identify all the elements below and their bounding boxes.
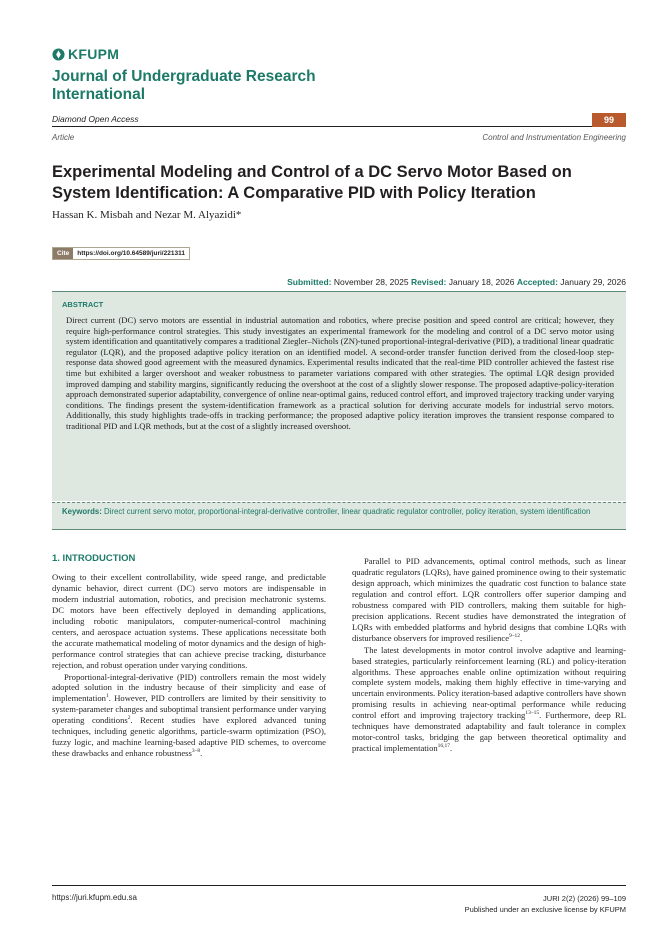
citation-ref[interactable]: 1	[105, 693, 109, 700]
page-number-badge: 99	[592, 113, 626, 127]
kfupm-logo-icon	[52, 48, 65, 61]
accepted-date: January 29, 2026	[560, 277, 626, 287]
revised-label: Revised:	[410, 277, 447, 287]
keywords-label: Keywords:	[62, 507, 102, 516]
section-name: Control and Instrumentation Engineering	[482, 133, 626, 142]
intro-paragraph-2: Proportional-integral-derivative (PID) controllers remain the most widely adopted solution in the industry because of their simplicity and ease of implementation$^1$. However, PID controllers are limited by their sensitivity to system-parameter changes and suboptimal transient performance under varying operating conditions$^2$. Recent studies have explored advanced tuning techniques, including genetic algorithms, particle-swarm optimization (PSO), fuzzy logic, and machine learning-based adaptive PID schemes, to overcome these drawbacks and enhance robustness$^{3-8}$.	[52, 671, 326, 759]
section-heading-introduction: 1. INTRODUCTION	[52, 553, 136, 564]
abstract-heading: ABSTRACT	[62, 300, 104, 309]
keywords-box	[52, 502, 626, 530]
intro-paragraph-1: Owing to their excellent controllability, wide speed range, and predictable dynamic behavior, direct current (DC) servo motors are indispensable in modern industrial automation, robotics, and precision mechatronic systems. DC motors have been effectively deployed in demanding applications, including robotic manipulators, computer-numerical-control machining centers, and aerospace actuation systems. These applications necessitate both the accurate mathematical modeling of motor dynamics and the design of high-performance control strategies that can achieve precise tracking, disturbance rejection, and robust operation under varying conditions.	[52, 571, 326, 670]
citation-ref[interactable]: 3–8	[191, 748, 201, 755]
author-list: Hassan K. Misbah and Nezar M. Alyazidi*	[52, 209, 242, 221]
cite-box[interactable]	[52, 247, 190, 260]
citation-ref[interactable]: 2	[127, 715, 131, 722]
keywords-text: Direct current servo motor, proportional-integral-derivative controller, linear quadratic regulator controller, policy iteration, system identification	[104, 507, 591, 516]
footer-citation	[465, 893, 626, 915]
cite-label: Cite	[53, 248, 73, 259]
header-rule	[52, 126, 626, 127]
access-type: Diamond Open Access	[52, 114, 139, 124]
submitted-date: November 28, 2025	[333, 277, 409, 287]
column-left	[52, 554, 326, 760]
abstract-box	[52, 291, 626, 501]
journal-citation: JURI 2(2) (2026) 99–109	[543, 894, 626, 903]
journal-name: Journal of Undergraduate Research International	[52, 68, 316, 103]
intro-paragraph-4: The latest developments in motor control involve adaptive and learning-based strategies, particularly reinforcement learning (RL) and policy-iteration algorithms. These approaches enable online optimization without requiring complete system models, making them highly effective in time-varying and uncertain environments. Policy iteration-based adaptive controllers have shown promising results in achieving near-optimal performance while reducing control effort and improving trajectory tracking$^{13-15}$. Furthermore, deep RL techniques have demonstrated adaptability and fault tolerance in complex motor-control tasks, bridging the gap between theoretical optimality and practical implementation$^{16,17}$.	[352, 644, 626, 754]
license-note: Published under an exclusive license by KFUPM	[464, 905, 626, 914]
publisher-logo	[52, 46, 119, 62]
citation-ref[interactable]: 9–12	[509, 632, 521, 639]
article-title: Experimental Modeling and Control of a DC Servo Motor Based on System Identification: A Comparative PID with Policy Iteration	[52, 163, 572, 202]
accepted-label: Accepted:	[516, 277, 558, 287]
revised-date: January 18, 2026	[448, 277, 515, 287]
submitted-label: Submitted:	[287, 277, 332, 287]
access-bar	[52, 113, 626, 127]
citation-ref[interactable]: 13–15	[525, 710, 540, 717]
doi-link[interactable]: https://doi.org/10.64589/juri/221311	[77, 250, 185, 257]
article-type: Article	[52, 133, 75, 142]
publication-dates	[287, 277, 626, 287]
logo-text: KFUPM	[68, 46, 120, 62]
footer-rule	[52, 885, 626, 886]
intro-paragraph-3: Parallel to PID advancements, optimal control methods, such as linear quadratic regulators (LQRs), have gained prominence owing to their systematic design approach, which minimizes the quadratic cost function to balance state regulation and control effort. LQR controllers offer superior damping and robustness compared with PID controllers, making them suitable for high-precision applications. Recent studies have demonstrated the integration of LQRs with embedded platforms and hybrid designs that combine LQRs with disturbance observers for improved resilience$^{9-12}$.	[352, 556, 626, 643]
column-right	[352, 556, 626, 755]
journal-url-link[interactable]: https://juri.kfupm.edu.sa	[52, 893, 137, 902]
abstract-text: Direct current (DC) servo motors are essential in industrial automation and robotics, where precise position and speed control are critical; however, they require high-performance control strategies. This study investigates an experimental framework for the modeling and control of a DC servo motor using system identification and quantitatively compares a traditional Ziegler–Nichols (ZN)-tuned proportional-integral-derivative (PID), a traditional linear quadratic regulator (LQR), and the proposed adaptive policy iteration on an identified model. A second-order transfer function derived from the closed-loop step-response data showed good agreement with the measured dynamics. Experimental results indicated that the real-time PID controller achieved the fastest rise time but exhibited a larger overshoot and weaker robustness to parameter variations compared with other strategies. The optimal LQR design provided improved damping and stability margins, significantly reducing the overshoot at the cost of a slightly slower response. The proposed adaptive-policy-iteration approach demonstrated superior adaptability, convergence of online near-optimal gains, reduced control effort, and improved trajectory tracking under varying conditions. The findings present the system-identification framework as a practical solution for deriving accurate models for industrial servo motors. Additionally, this study highlights trade-offs in tracking performance; the proposed adaptive policy iteration improves the transient response compared to traditional PID and LQR methods, but at the cost of a slightly increased overshoot.	[66, 315, 614, 431]
citation-ref[interactable]: 16,17	[437, 743, 451, 750]
